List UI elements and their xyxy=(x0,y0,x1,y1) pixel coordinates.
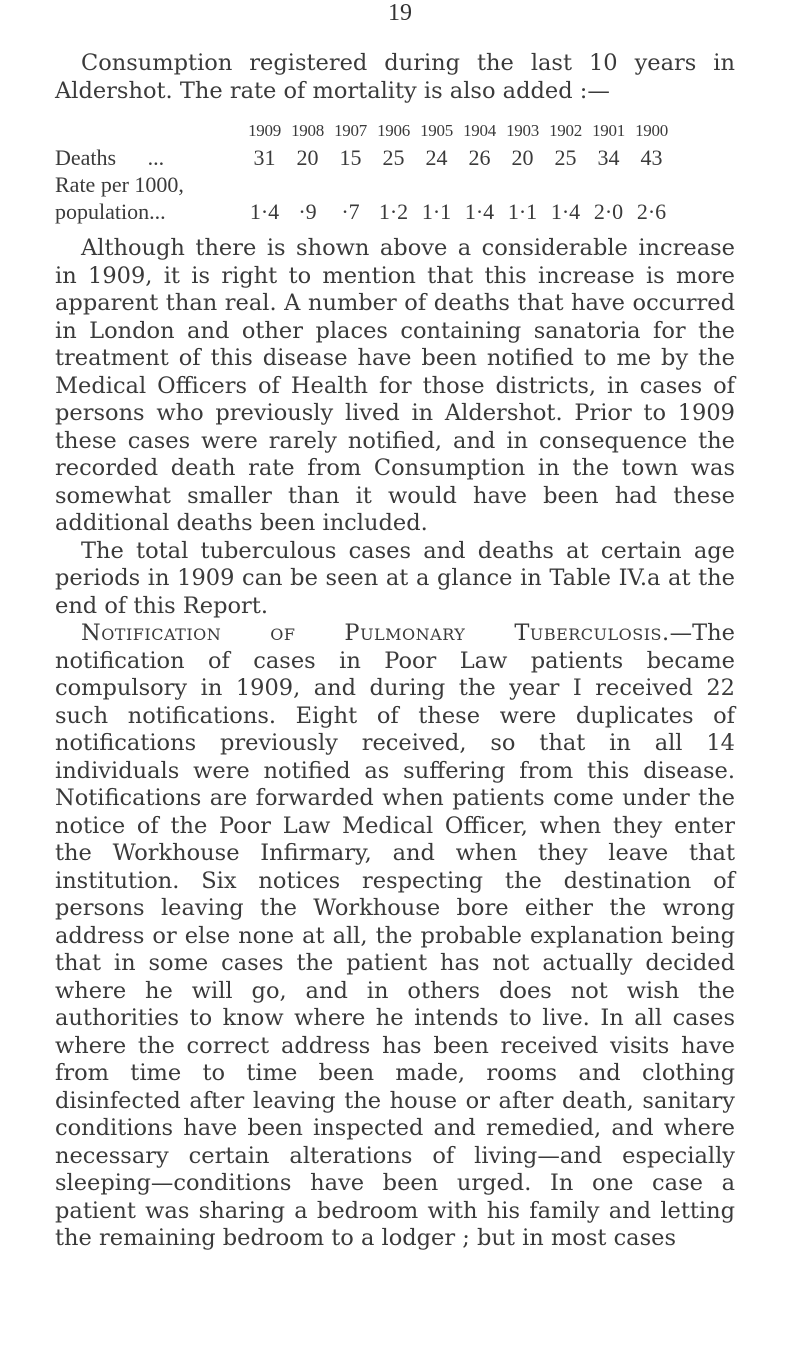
rate-cell: 2·0 xyxy=(593,199,624,224)
rate-cell: 1·1 xyxy=(421,199,452,224)
year-cell: 1908 xyxy=(291,121,324,140)
deaths-cell: 20 xyxy=(296,145,319,170)
year-cell: 1902 xyxy=(549,121,582,140)
deaths-row xyxy=(55,144,735,171)
rate-label-line-1: Rate per 1000, xyxy=(55,172,184,197)
year-cell: 1901 xyxy=(592,121,625,140)
years-row xyxy=(55,117,735,144)
deaths-row-label xyxy=(55,144,243,172)
deaths-cell: 34 xyxy=(597,145,620,170)
deaths-values xyxy=(243,144,735,172)
year-cell: 1903 xyxy=(506,121,539,140)
year-cell: 1909 xyxy=(248,121,281,140)
deaths-cell: 26 xyxy=(468,145,491,170)
intro-paragraph: Consumption registered during the last 10 years in Aldershot. The rate of mortality is also added :— xyxy=(55,50,735,104)
deaths-cell: 25 xyxy=(554,145,577,170)
rate-cell: 2·6 xyxy=(636,199,667,224)
year-cell: 1906 xyxy=(377,121,410,140)
rate-values xyxy=(243,198,735,226)
year-cell: 1900 xyxy=(635,121,668,140)
deaths-cell: 20 xyxy=(511,145,534,170)
paragraph-increase-explanation: Although there is shown above a considerable increase in 1909, it is right to mention that this increase is more apparent than real. A number of deaths that have occurred in London and other places containing sanatoria for the treatment of this disease have been notified to me by the Medical Officers of Health for those districts, in cases of persons who previously lived in Aldershot. Prior to 1909 these cases were rarely notified, and in consequence the recorded death rate from Consumption in the town was somewhat smaller than it would have been had these additional deaths been included. xyxy=(55,235,735,536)
deaths-cell: 24 xyxy=(425,145,448,170)
rate-cell: ·9 xyxy=(298,199,317,224)
page-body xyxy=(55,50,735,1253)
rate-label-row xyxy=(55,171,735,198)
rate-label-line-2: population... xyxy=(55,199,166,224)
paragraph-notification xyxy=(55,620,735,1253)
rate-cell: 1·4 xyxy=(249,199,280,224)
year-cell: 1907 xyxy=(334,121,367,140)
rate-cell: ·7 xyxy=(341,199,360,224)
rate-cell: 1·4 xyxy=(550,199,581,224)
page-number: 19 xyxy=(388,0,412,26)
deaths-leader: ... xyxy=(147,145,165,170)
rate-cell: 1·2 xyxy=(378,199,409,224)
paragraph-notification-text: —The notification of cases in Poor Law patients became compulsory in 1909, and during the year I received 22 such notifications. Eight of these were duplicates of notifications previously received, so that in all 14 individuals were notified as suffering from this disease. Notifications are forwarded when patients come under the notice of the Poor Law Medical Officer, when they enter the Workhouse Infirmary, and when they leave that institution. Six notices respecting the destination of persons leaving the Workhouse bore either the wrong address or else none at all, the probable explanation being that in some cases the patient has not actually decided where he will go, and in others does not wish the authorities to know where he intends to live. In all cases where the correct address has been received visits have from time to time been made, rooms and clothing disinfected after leaving the house or after death, sanitary conditions have been inspected and remedied, and where necessary certain alterations of living—and especially sleeping—conditions have been urged. In one case a patient was sharing a bedroom with his family and letting the remaining bedroom to a lodger ; but in most cases xyxy=(55,620,735,1251)
year-cell: 1905 xyxy=(420,121,453,140)
deaths-label: Deaths xyxy=(55,145,117,170)
rate-cell: 1·4 xyxy=(464,199,495,224)
section-heading: Notification of Pulmonary Tuberculosis. xyxy=(81,620,670,646)
rate-cell: 1·1 xyxy=(507,199,538,224)
deaths-cell: 25 xyxy=(382,145,405,170)
year-cell: 1904 xyxy=(463,121,496,140)
deaths-cell: 43 xyxy=(640,145,663,170)
years-values xyxy=(243,117,735,145)
consumption-statistics-table xyxy=(55,117,735,225)
rate-row xyxy=(55,198,735,225)
deaths-cell: 31 xyxy=(253,145,276,170)
paragraph-table-reference: The total tuberculous cases and deaths at certain age periods in 1909 can be seen at a glance in Table IV.a at the end of this Report. xyxy=(55,537,735,619)
deaths-cell: 15 xyxy=(339,145,362,170)
